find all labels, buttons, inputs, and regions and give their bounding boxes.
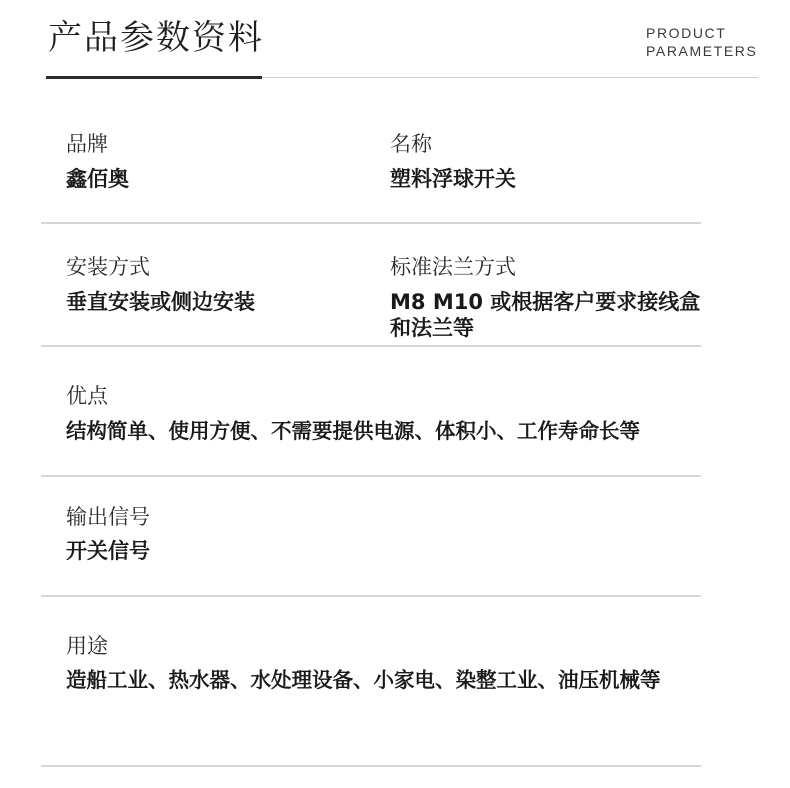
param-advantages-value: 结构简单、使用方便、不需要提供电源、体积小、工作寿命长等	[66, 419, 640, 443]
row-divider	[41, 222, 701, 224]
row-divider	[41, 345, 701, 347]
param-advantages-label: 优点	[66, 384, 108, 408]
subtitle-line-2: PARAMETERS	[646, 43, 758, 59]
title-underline	[46, 76, 262, 79]
param-usage-value: 造船工业、热水器、水处理设备、小家电、染整工业、油压机械等	[66, 668, 661, 692]
param-name-label: 名称	[390, 132, 432, 156]
page-subtitle	[646, 24, 757, 60]
row-divider	[41, 595, 701, 597]
param-name-value: 塑料浮球开关	[390, 167, 516, 191]
row-divider	[41, 765, 701, 767]
header-rule	[262, 77, 758, 78]
param-output-value: 开关信号	[66, 539, 150, 563]
subtitle-line-1: PRODUCT	[646, 25, 727, 41]
param-usage-label: 用途	[66, 634, 108, 658]
param-brand-label: 品牌	[66, 132, 108, 156]
param-flange-value-line-2: 和法兰等	[390, 316, 474, 340]
param-brand-value: 鑫佰奥	[66, 167, 129, 191]
page-title: 产品参数资料	[48, 18, 264, 58]
param-install-label: 安装方式	[66, 255, 150, 279]
param-output-label: 输出信号	[66, 505, 150, 529]
param-flange-value-line-1: M8 M10 或根据客户要求接线盒	[390, 290, 701, 314]
param-install-value: 垂直安装或侧边安装	[66, 290, 255, 314]
param-flange-label: 标准法兰方式	[390, 255, 516, 279]
row-divider	[41, 475, 701, 477]
